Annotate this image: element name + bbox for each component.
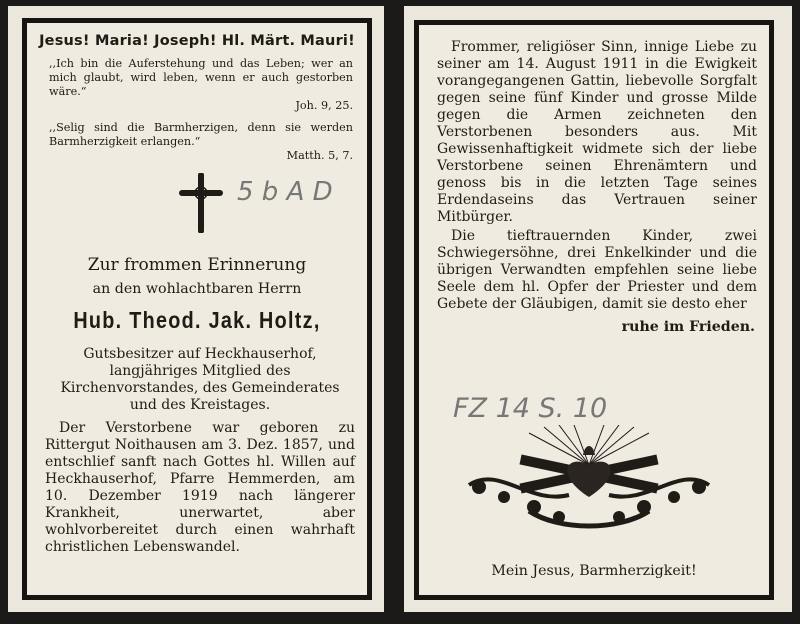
quote-ref-1: Joh. 9, 25. — [295, 99, 353, 112]
family-paragraph: Die tieftrauernden Kinder, zwei Schwiegersöhne, drei Enkelkinder und die übrigen Verwandten empfehlen seine liebe Seele dem hl. Opfer der Priester und dem Gebete der Gläubigen, damit sie desto eher — [437, 228, 757, 312]
quote-block-2 — [27, 121, 367, 163]
quote-text-2: ,,Selig sind die Barmherzigen, denn sie werden Barmherzigkeit erlangen.“ — [49, 121, 353, 148]
left-card-frame — [22, 18, 372, 600]
deceased-name: Hub. Theod. Jak. Holtz, — [73, 307, 321, 333]
memorial-title: Zur frommen Erinnerung — [87, 255, 307, 275]
cross-icon — [179, 173, 223, 233]
pencil-note-left: 5 b A D — [237, 177, 333, 207]
quote-ref-2: Matth. 5, 7. — [286, 149, 353, 162]
footer-invocation: Mein Jesus, Barmherzigkeit! — [491, 563, 697, 579]
memorial-subtitle: an den wohlachtbaren Herrn — [92, 281, 302, 297]
quote-text-1: ,,Ich bin die Auferstehung und das Leben; wer an mich glaubt, wird leben, wenn er auch gestorben wäre.“ — [49, 57, 353, 98]
right-card-frame — [414, 20, 774, 600]
quote-block-1 — [27, 57, 367, 113]
life-details: Der Verstorbene war geboren zu Rittergut Noithausen am 3. Dez. 1857, und entschlief sanft nach Gottes hl. Willen auf Heckhauserhof, Pfarre Hemmerden, am 10. Dezember 1919 nach längerer Krankheit, unerwartet, aber wohlvorbereitet durch einen wahrhaft christlichen Lebenswandel. — [45, 420, 355, 555]
pencil-note-right: FZ 14 S. 10 — [453, 393, 608, 424]
left-card-page — [8, 6, 384, 612]
sacred-heart-ornament-icon — [459, 425, 719, 535]
tribute-paragraph: Frommer, religiöser Sinn, innige Liebe zu seiner am 14. August 1911 in die Ewigkeit vorangegangenen Gattin, liebevolle Sorgfalt gegen seine fünf Kinder und grosse Milde gegen die Armen zeichneten den Verstorbenen besonders aus. Mit Gewissenhaftigkeit widmete sich der liebe Verstorbene seinen Ehrenämtern und genoss bis in die letzten Tage seines Erdendaseins das Vertrauen seiner Mitbürger. — [437, 39, 757, 225]
invocation-header: Jesus! Maria! Joseph! Hl. Märt. Mauri! — [39, 33, 355, 49]
closing-line: ruhe im Frieden. — [621, 319, 755, 335]
cross-row — [27, 173, 367, 233]
occupation-description: Gutsbesitzer auf Heckhauserhof, langjähriges Mitglied des Kirchenvorstandes, des Gemeinderates und des Kreistages. — [60, 346, 340, 413]
right-card-page — [404, 6, 792, 612]
